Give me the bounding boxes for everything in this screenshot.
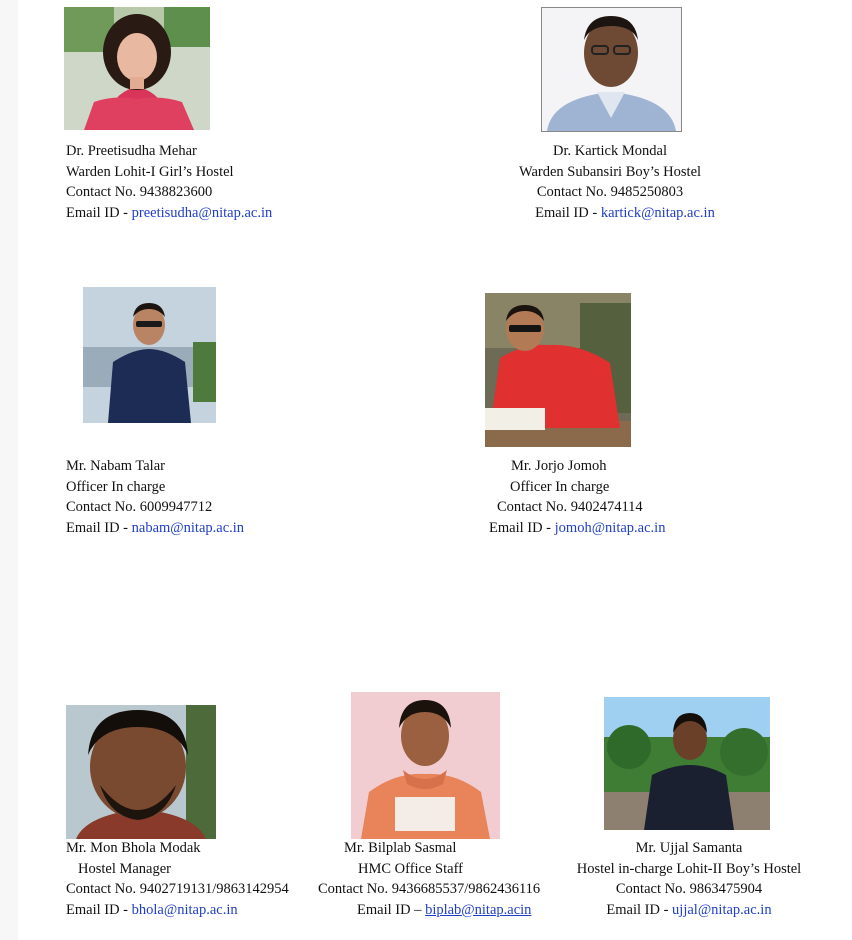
portrait-photo-preetisudha	[64, 7, 210, 130]
page-margin-band	[0, 0, 18, 940]
portrait-photo-ujjal	[604, 697, 770, 830]
person-role: Warden Subansiri Boy’s Hostel	[518, 163, 702, 180]
person-role: Officer In charge	[66, 478, 166, 495]
person-contact: Contact No. 9863475904	[615, 881, 763, 897]
person-name: Dr. Preetisudha Mehar	[66, 143, 197, 159]
person-name: Mr. Mon Bhola Modak	[66, 840, 201, 856]
contact-card-biplab	[318, 838, 540, 920]
person-contact: Contact No. 6009947712	[66, 499, 213, 515]
contact-card-nabam	[66, 456, 244, 538]
email-label: Email ID -	[66, 901, 132, 918]
contact-card-ujjal	[544, 838, 834, 920]
portrait-photo-bhola	[66, 705, 216, 839]
email-label: Email ID -	[489, 519, 555, 536]
email-link[interactable]: ujjal@nitap.ac.in	[672, 901, 772, 918]
contact-card-bhola	[66, 838, 289, 920]
email-link[interactable]: preetisudha@nitap.ac.in	[131, 204, 273, 221]
person-role: Hostel in-charge Lohit-II Boy’s Hostel	[576, 860, 802, 877]
person-name: Mr. Ujjal Samanta	[635, 840, 743, 856]
person-contact: Contact No. 9402719131/9863142954	[66, 881, 289, 897]
person-role: Hostel Manager	[78, 860, 172, 877]
email-label: Email ID -	[535, 204, 601, 221]
email-link[interactable]: kartick@nitap.ac.in	[600, 204, 715, 221]
person-role: HMC Office Staff	[358, 860, 463, 877]
person-name: Mr. Jorjo Jomoh	[511, 458, 607, 474]
email-link[interactable]: nabam@nitap.ac.in	[131, 519, 245, 536]
email-label: Email ID -	[606, 901, 673, 918]
person-role: Officer In charge	[510, 478, 610, 495]
portrait-photo-nabam	[83, 287, 216, 423]
email-link[interactable]: bhola@nitap.ac.in	[131, 901, 238, 918]
person-name: Dr. Kartick Mondal	[553, 143, 667, 159]
email-link[interactable]: jomoh@nitap.ac.in	[554, 519, 666, 536]
person-name: Mr. Nabam Talar	[66, 458, 165, 474]
portrait-photo-jorjo	[485, 293, 631, 447]
email-label: Email ID –	[357, 901, 426, 918]
contact-card-preetisudha	[66, 141, 272, 223]
person-contact: Contact No. 9438823600	[66, 184, 213, 200]
portrait-photo-biplab	[351, 692, 500, 839]
person-contact: Contact No. 9485250803	[536, 184, 684, 200]
person-contact: Contact No. 9402474114	[497, 499, 643, 515]
portrait-photo-kartick	[541, 7, 682, 132]
email-link[interactable]: biplab@nitap.acin	[425, 901, 532, 918]
contact-card-jorjo	[489, 456, 665, 538]
email-label: Email ID -	[66, 519, 132, 536]
email-label: Email ID -	[66, 204, 132, 221]
person-role: Warden Lohit-I Girl’s Hostel	[66, 163, 234, 180]
person-name: Mr. Bilplab Sasmal	[344, 840, 457, 856]
person-contact: Contact No. 9436685537/9862436116	[318, 881, 541, 897]
contact-card-kartick	[500, 141, 720, 223]
